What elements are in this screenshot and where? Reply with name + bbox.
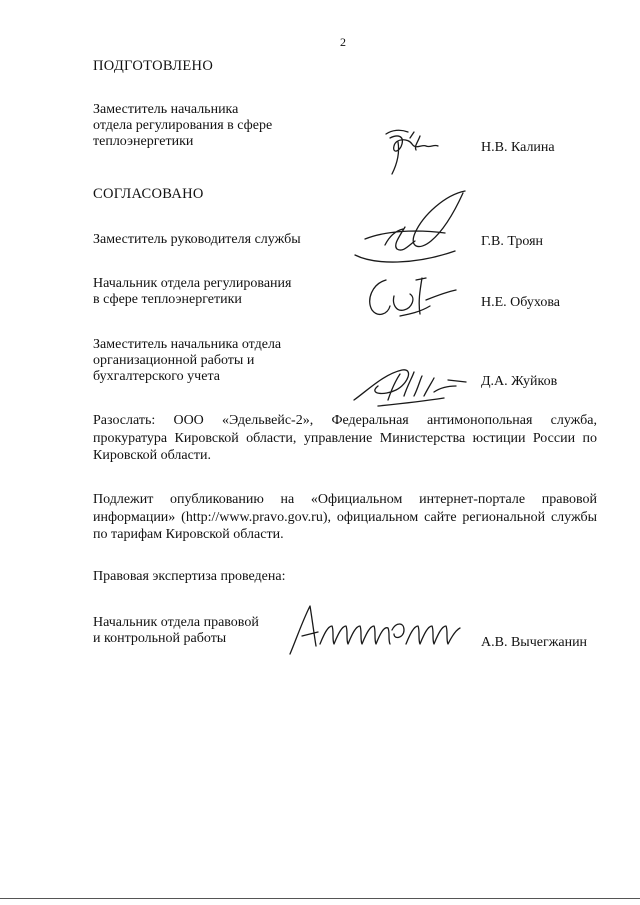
agreed-position-1: Заместитель руководителя службы xyxy=(93,232,301,247)
agreed-position-3: Заместитель начальника отдела организационной работы и бухгалтерского учета xyxy=(93,337,282,384)
signature-vychegzhanin xyxy=(284,600,464,660)
signature-zhuykov xyxy=(348,360,472,410)
prepared-heading: ПОДГОТОВЛЕНО xyxy=(93,58,214,74)
prepared-position: Заместитель начальника отдела регулирования в сфере теплоэнергетики xyxy=(93,102,273,149)
page-number: 2 xyxy=(340,35,346,49)
distribution-text: Разослать: ООО «Эдельвейс-2», Федеральная антимонопольная служба, прокуратура Кировской области, управление Министерства юстиции России по Кировской области. xyxy=(93,413,597,463)
agreed-name-1: Г.В. Троян xyxy=(481,234,544,249)
publication-text: Подлежит опубликованию на «Официальном интернет-портале правовой информации» (http://www.pravo.gov.ru), официальном сайте региональной службы по тарифам Кировской области. xyxy=(93,492,597,542)
agreed-position-2: Начальник отдела регулирования в сфере теплоэнергетики xyxy=(93,276,292,307)
legal-review-position: Начальник отдела правовой и контрольной работы xyxy=(93,615,259,646)
page-bottom-edge xyxy=(0,898,640,899)
agreed-name-2: Н.Е. Обухова xyxy=(481,295,560,310)
signature-obukhova xyxy=(360,270,460,322)
signature-kalina xyxy=(378,124,444,178)
agreed-heading: СОГЛАСОВАНО xyxy=(93,186,204,202)
legal-review-statement: Правовая экспертиза проведена: xyxy=(93,569,286,584)
prepared-name: Н.В. Калина xyxy=(481,140,555,155)
signature-troyan xyxy=(345,185,475,275)
agreed-name-3: Д.А. Жуйков xyxy=(481,374,558,389)
legal-review-name: А.В. Вычегжанин xyxy=(481,635,588,650)
